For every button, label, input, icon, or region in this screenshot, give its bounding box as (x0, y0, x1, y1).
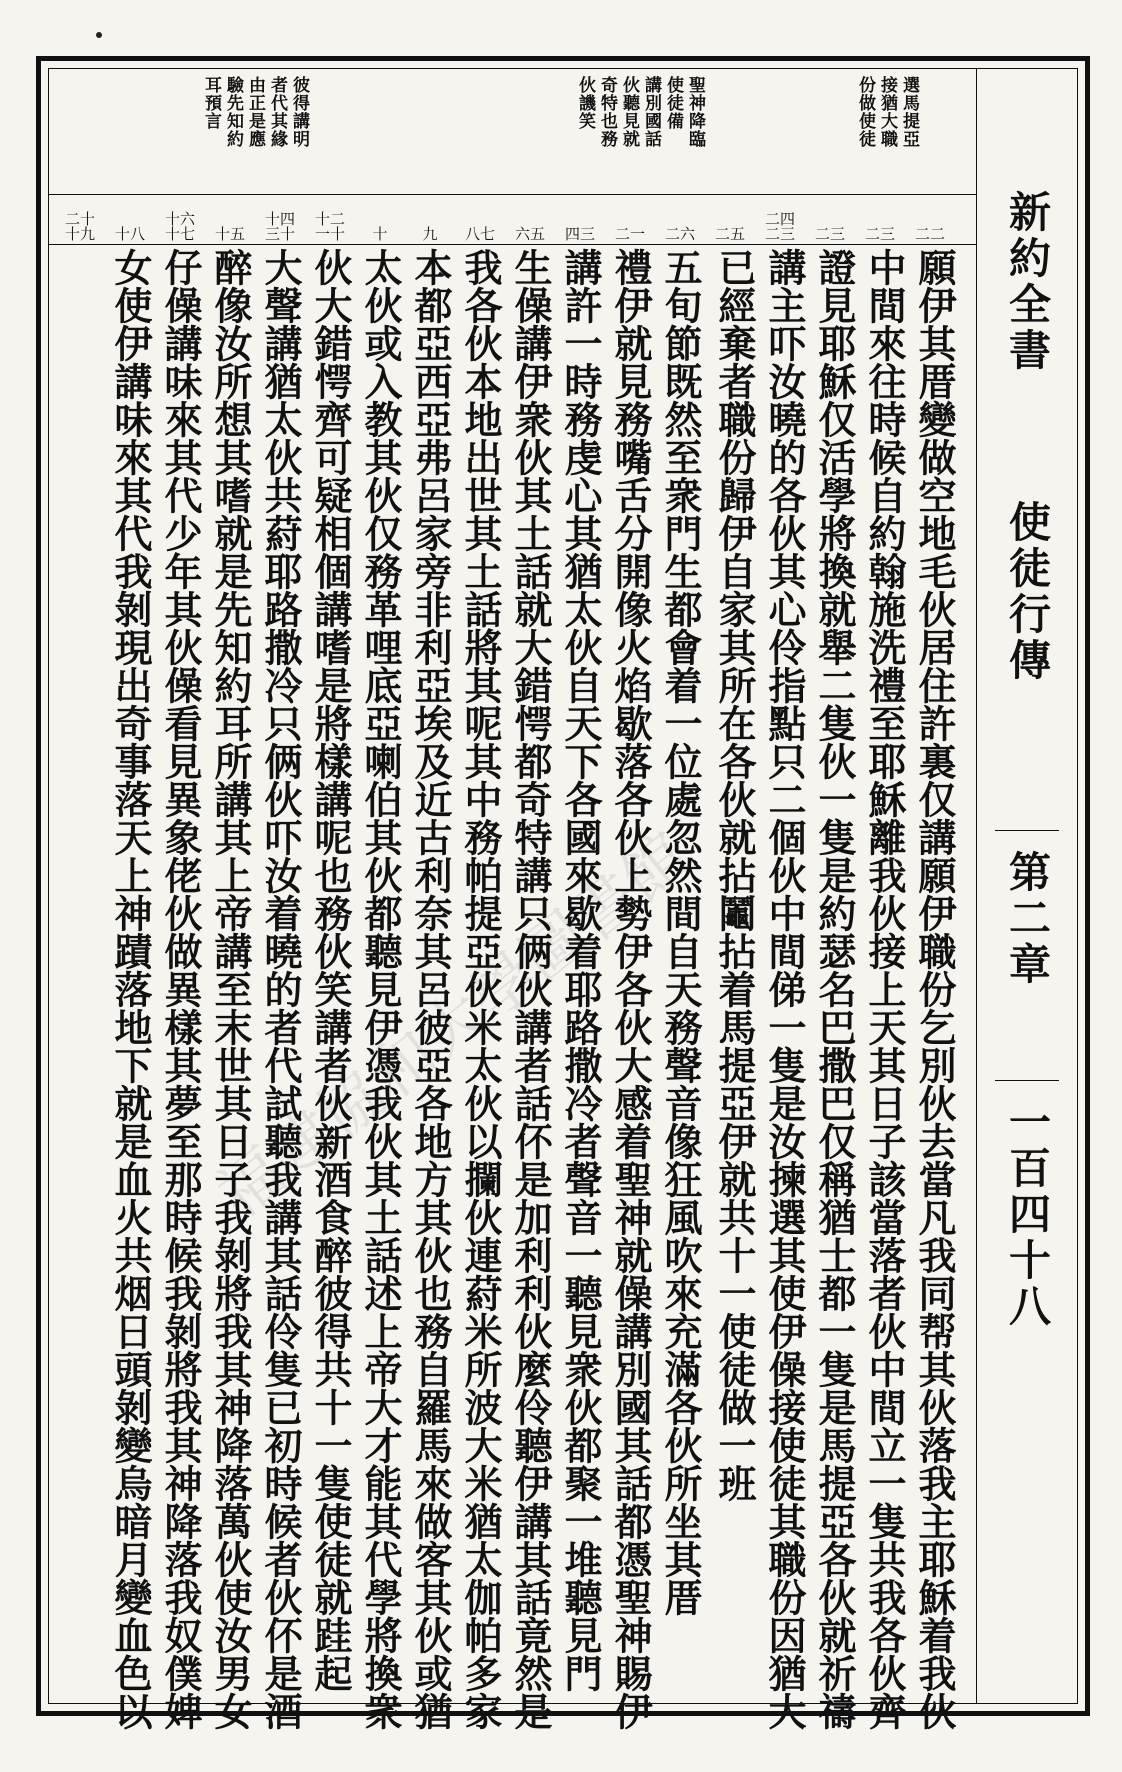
note-line: 聖神降臨 (685, 76, 705, 148)
verse-number: 八七 (464, 225, 495, 243)
verse-number: 六五 (514, 225, 545, 243)
watermark-text: 福建協和大學圖書館 (204, 820, 703, 1232)
text-column: 女使伊講味來其代我剝現出奇事落天上神蹟落地下就是血火共烟日頭剝變烏暗月變血色以 (108, 248, 153, 1730)
note-line: 伙聽見就 (619, 76, 639, 148)
verse-number: 二十 十九 (64, 210, 95, 243)
verse-number: 二五 (714, 225, 745, 243)
verse-number: 二六 (664, 225, 695, 243)
text-column: 已經棄者職份歸伊自家其所在各伙就拈鬮拈着馬提亞伊就共十一使徒做一班 (712, 248, 757, 1502)
verse-number: 十六 十七 (164, 210, 195, 243)
text-column: 講主吓汝曉的各伙其心伶指點只二個伙中間俤一隻是汝揀選其使伊僺接使徒其職份因猶大 (762, 248, 807, 1730)
verse-number: 十八 (114, 225, 145, 243)
note-line: 選馬提亞 (899, 76, 919, 148)
note-line: 伙譏笑 (575, 76, 595, 130)
verse-number: 十五 (214, 225, 245, 243)
note-line: 者代其緣 (267, 76, 287, 148)
verse-number: 二四 二三 (764, 210, 795, 243)
chapter-label: 第二章 (1003, 850, 1052, 988)
verse-number: 十 (372, 225, 388, 243)
notes-divider (48, 194, 976, 195)
text-column: 我各伙本地出世其土話將其呢其中務帕提亞伙米太伙以攔伙連葤米所波大米猶太伽帕多家 (458, 248, 503, 1730)
text-column: 證見耶穌仅活學將換就舉二隻伙一隻是約瑟名巴撒巴仅稱猶士都一隻是馬提亞各伙就祈禱 (812, 248, 857, 1730)
verse-number: 二一 (614, 225, 645, 243)
text-column: 中間來往時候自約翰施洗禮至耶穌離我伙接上天其日子該當落者伙中間立一隻共我各伙齊 (862, 248, 907, 1730)
note-line: 份做使徒 (855, 76, 875, 148)
text-column: 願伊其厝變做空地毛伙居住許裏仅講願伊職份乞別伙去當凡我同帮其伙落我主耶穌着我伙 (912, 248, 957, 1730)
section-title: 使徒行傳 (1003, 500, 1052, 684)
verse-number: 二二 (914, 225, 945, 243)
verse-number: 十四 三十 (264, 210, 295, 243)
verse-number: 二三 (864, 225, 895, 243)
note-line: 接猶大職 (877, 76, 897, 148)
note-line: 由正是應 (245, 76, 265, 148)
note-line: 彼得講明 (289, 76, 309, 148)
verse-number-divider (48, 244, 976, 245)
verse-number: 十二 一十 (314, 210, 345, 243)
verse-number: 二三 (814, 225, 845, 243)
book-title: 新約全書 (1003, 190, 1052, 374)
text-column: 講許一時務虔心其猶太伙自天下各國來歇着耶路撒冷者聲音一聽見衆伙都聚一堆聽見門 (558, 248, 603, 1692)
text-column: 大聲講猶太伙共葤耶路撒冷只俩伙吓汝着曉的者代試聽我講其話伶隻已初時候者伙伓是酒 (258, 248, 303, 1730)
note-line: 耳預言 (201, 76, 221, 130)
note-line: 使徒備 (663, 76, 683, 130)
text-column: 本都亞西亞弗呂家旁非利亞埃及近古利奈其呂彼亞各地方其伙也務自羅馬來做客其伙或猶 (408, 248, 453, 1730)
text-column: 太伙或入教其伙仅務革哩底亞喇伯其伙都聽見伊憑我伙其土話述上帝大才能其代學將換衆 (358, 248, 403, 1730)
title-divider (995, 830, 1059, 831)
page-number: 一百四十八 (1003, 1100, 1052, 1330)
verse-number: 九 (422, 225, 438, 243)
text-column: 伙大錯愕齊可疑相個講嗜是將樣講呢也務伙笑講者伙新酒食醉彼得共十一隻使徒就跬起 (308, 248, 353, 1692)
text-column: 五旬節既然至衆門生都會着一位處忽然間自天務聲音像狂風吹來充滿各伙所坐其厝 (658, 248, 703, 1616)
text-column: 生僺講伊衆伙其土話就大錯愕都奇特講只俩伙講者話伓是加利利伙麼伶聽伊講其話竟然是 (508, 248, 553, 1730)
note-line: 驗先知約 (223, 76, 243, 148)
note-line: 奇特也務 (597, 76, 617, 148)
verse-number: 四三 (564, 225, 595, 243)
note-line: 講別國話 (641, 76, 661, 148)
text-column: 醉像汝所想其嗜就是先知約耳所講其上帝講至末世其日子我剝將我其神降落萬伙使汝男女 (208, 248, 253, 1730)
text-column: 禮伊就見務嘴舌分開像火焰歇落各伙上勢伊各伙大感着聖神就僺講別國其話都憑聖神賜伊 (608, 248, 653, 1730)
title-divider (995, 1080, 1059, 1081)
ink-speck (96, 32, 102, 38)
text-column: 仔僺講味來其代少年其伙僺看見異象佬伙做異樣其夢至那時候我剝將我其神降落我奴僕婢 (158, 248, 203, 1730)
margin-notes (58, 76, 970, 188)
